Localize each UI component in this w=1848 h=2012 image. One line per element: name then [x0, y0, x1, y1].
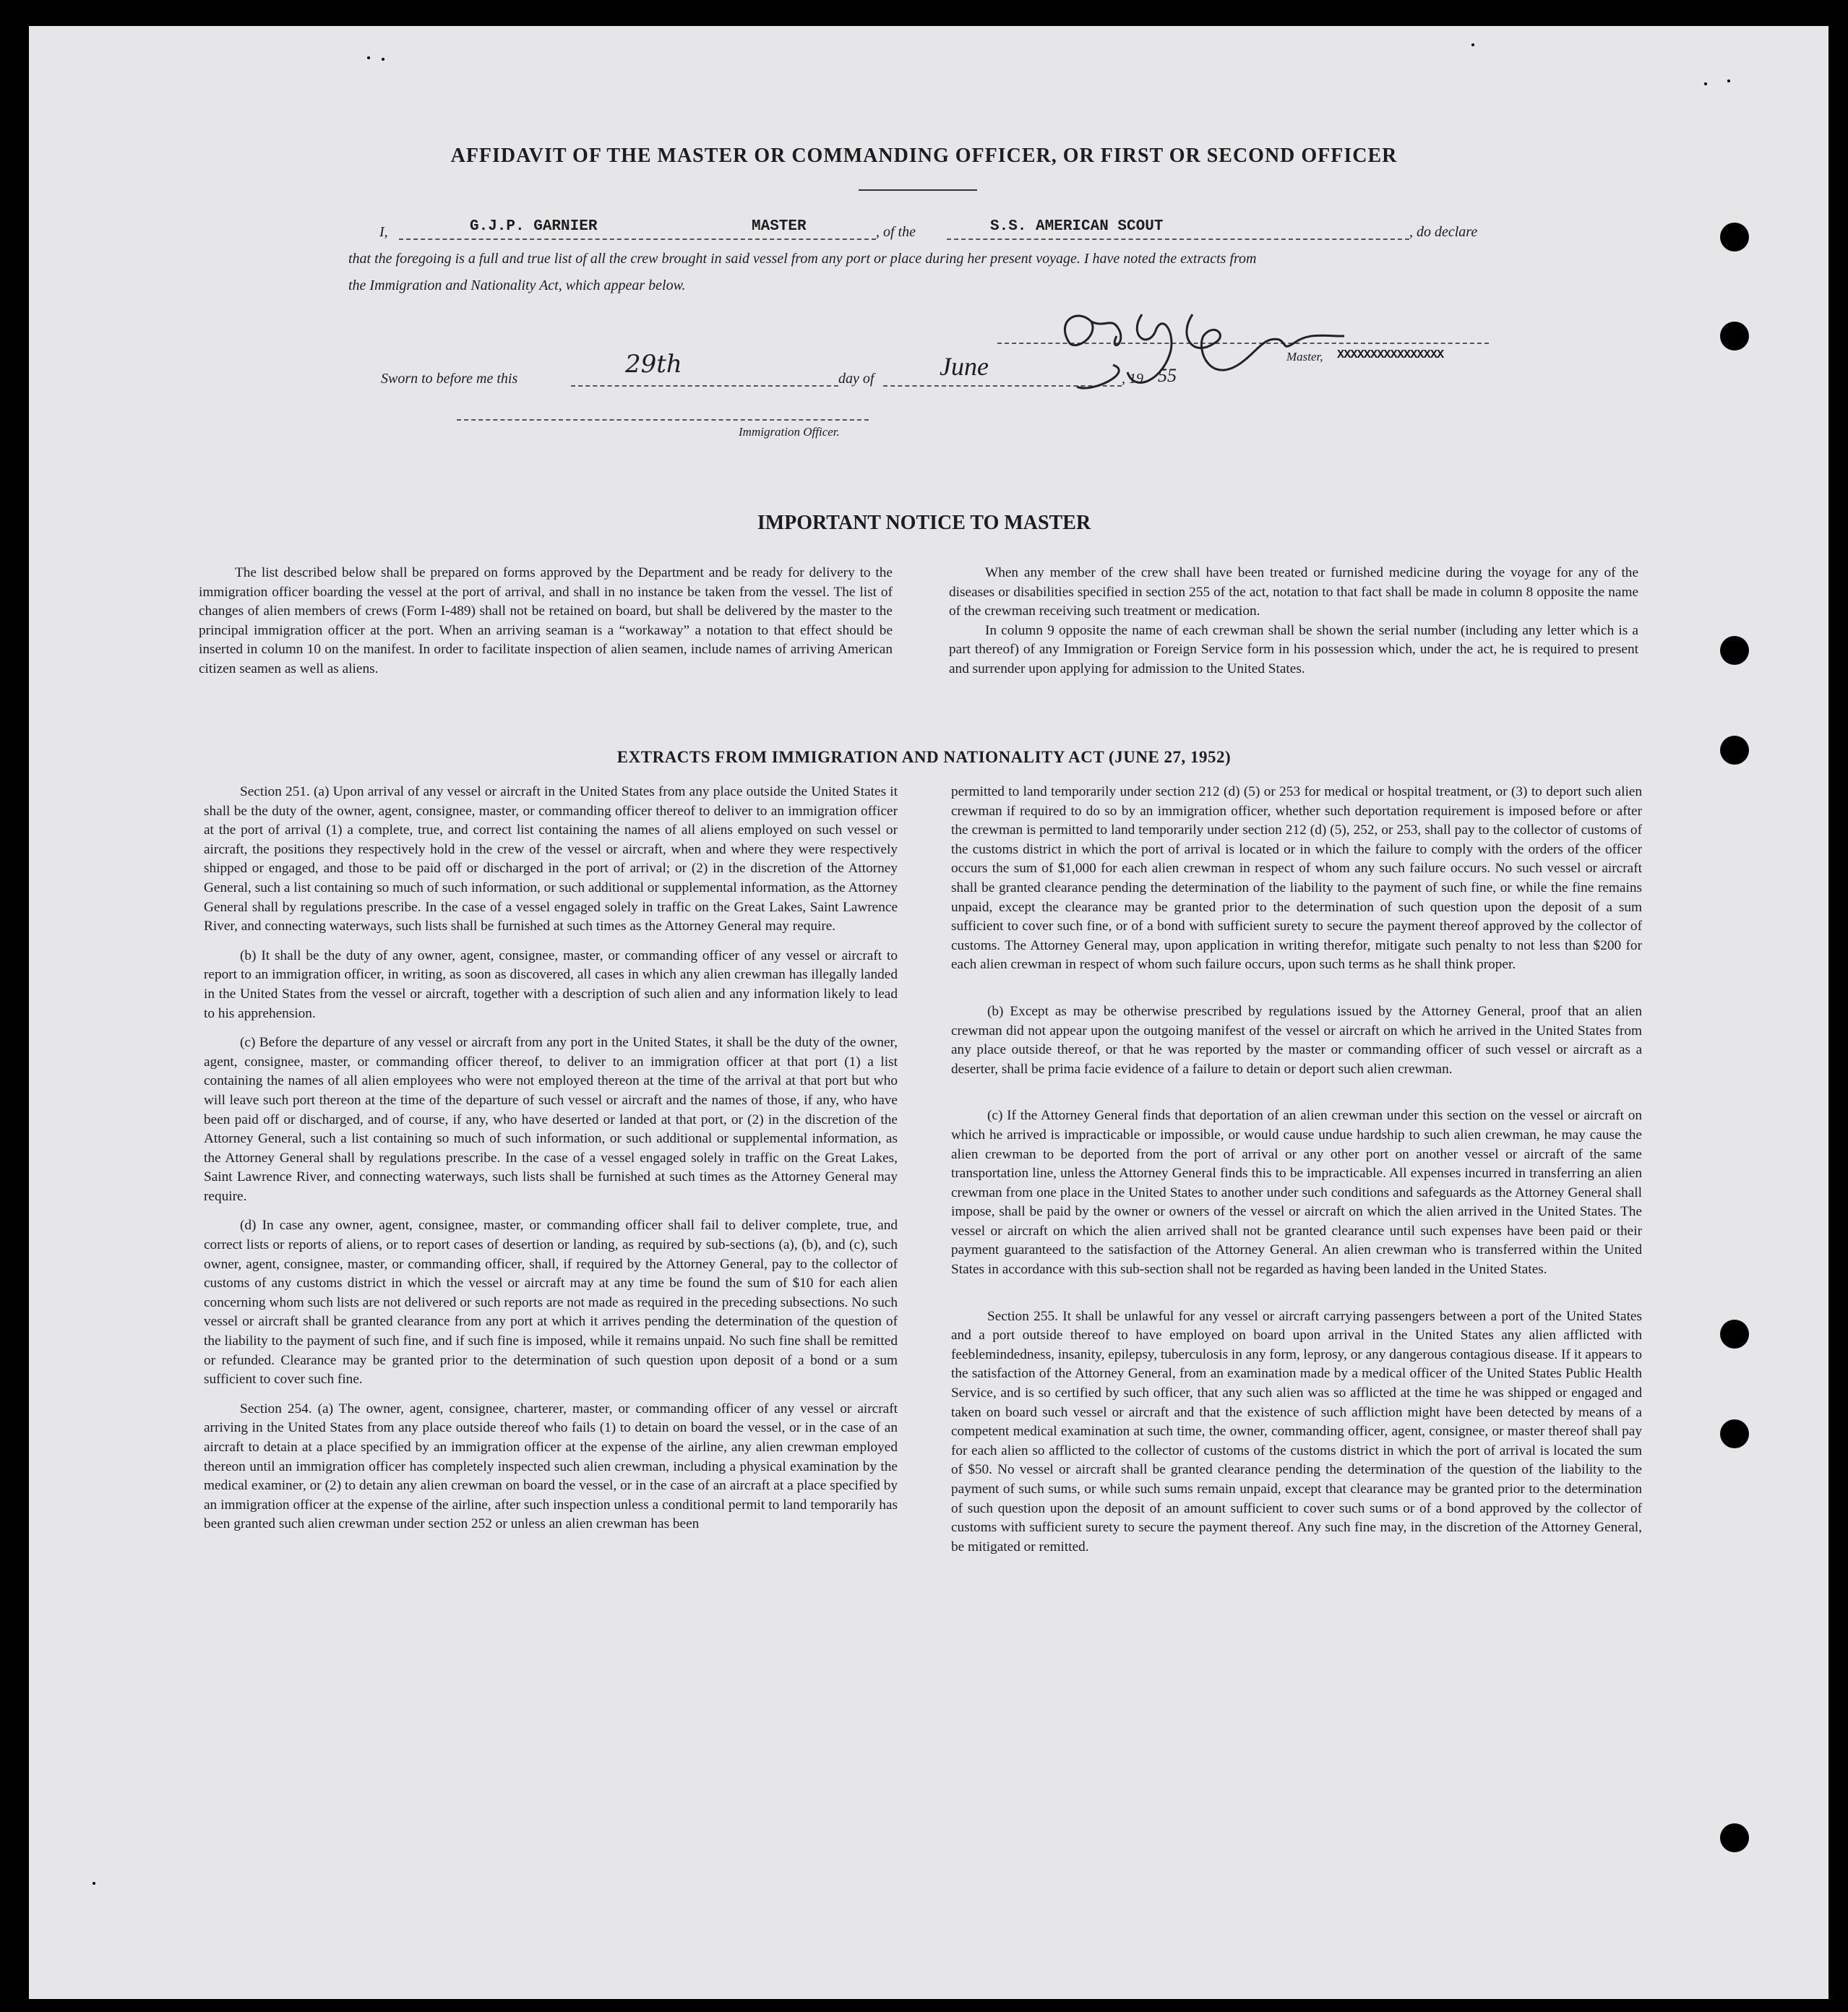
punch-hole [1720, 1419, 1749, 1448]
paper-speck [382, 58, 384, 61]
officer-label: Immigration Officer. [739, 425, 840, 439]
punch-hole [1720, 1823, 1749, 1852]
of-the-label: , of the [876, 224, 916, 240]
day-of-label: day of [838, 371, 874, 387]
vessel-name: S.S. AMERICAN SCOUT [990, 218, 1164, 235]
punch-hole [1720, 223, 1749, 252]
master-signature [1048, 293, 1395, 401]
vessel-fill-line [947, 238, 1409, 240]
sworn-year: 55 [1158, 365, 1177, 386]
section-251-d: (d) In case any owner, agent, consignee, master, or commanding officer shall fail to deliver complete, true, and correct lists or reports of aliens, or to report cases of desertion or landing, as required by sub-sections (a), (b), and (c), such owner, agent, consignee, master, or commanding officer, shall, if required by the Attorney General, pay to the collector of customs of any customs district in which the vessel or aircraft may at any time be found the sum of $10 for each alien concerning whom such lists are not delivered or such reports are not made as required in the preceding subsections. No such vessel or aircraft shall be granted clearance from any port at which it arrives pending the determination of the question of the liability to the payment of such fine, and if such fine is imposed, while it remains unpaid. No such fine shall be remitted or refunded. Clearance may be granted prior to the determination of such question upon deposit of a bond or a sum sufficient to cover such fine. [204, 1218, 898, 1388]
notice-right-paragraph-1: When any member of the crew shall have been treated or furnished medicine during the voyage for any of the diseases or disabilities specified in section 255 of the act, notation to that fact shall be made in column 8 opposite the name of the crewman receiving such treatment or medication. [949, 565, 1638, 619]
title-divider [859, 189, 977, 191]
sworn-day: 29th [625, 350, 682, 379]
master-label: Master, [1286, 350, 1323, 364]
section-254-c: (c) If the Attorney General finds that deportation of an alien crewman under this section on the vessel or aircraft on which he arrived is impracticable or impossible, or would cause undue hardship to such alien crewman, he may cause the alien crewman to be deported from the port of arrival or any other port on another vessel or aircraft of the same transportation line, unless the Attorney General finds this to be impracticable. All expenses incurred in transferring an alien crewman from one place in the United States to another under such conditions and safeguards as the Attorney General shall impose, shall be paid by the owner or owners of the vessel or aircraft on which the alien arrived in the United States. The vessel or aircraft on which the alien arrived shall not be granted clearance until such expenses have been paid or their payment guaranteed to the satisfaction of the Attorney General. An alien crewman who is transferred within the United States in accordance with this sub-section shall not be regarded as having been landed in the United States. [951, 1108, 1642, 1278]
declarant-fill-line [399, 238, 876, 240]
section-251-c: (c) Before the departure of any vessel or aircraft from any port in the United States, it shall be the duty of the owner, agent, consignee, master, or commanding officer thereof, to deliver to an immigration officer at that port (1) a list containing the names of all alien employees who were not employed thereon at the time of the arrival at that port but who will leave such port thereon at the time of the departure of such vessel or aircraft and the names of those, if any, who have been paid off or discharged, and of course, if any, who have deserted or landed at that port, or (2) in the discretion of the Attorney General, such a list containing so much of such information, or such additional or supplemental information, as the Attorney General shall by regulations prescribe. In the case of a vessel engaged solely in traffic on the Great Lakes, Saint Lawrence River, and connecting waterways, such lists shall be furnished at such times as the Attorney General may require. [204, 1035, 898, 1204]
section-254-a: Section 254. (a) The owner, agent, consignee, charterer, master, or commanding officer of any vessel or aircraft arriving in the United States from any place outside thereof who fails (1) to detain on board the vessel, or in the case of an aircraft to detain at a place specified by an immigration officer at the expense of the airline, any alien crewman employed thereon until an immigration officer has completely inspected such alien crewman, including a physical examination by the medical examiner, or (2) to detain any alien crewman on board the vessel, or in the case of an aircraft at a place specified by an immigration officer at the expense of the airline, after such inspection unless a conditional permit to land temporarily has been granted such alien crewman under section 252 or unless an alien crewman has been [204, 1401, 898, 1532]
do-declare-label: , do declare [1409, 224, 1478, 240]
paper-speck [93, 1882, 95, 1885]
day-fill-line [571, 385, 838, 387]
notice-right-column [949, 564, 1638, 689]
notice-left-paragraph: The list described below shall be prepared on forms approved by the Department and be ready for delivery to the immigration officer boarding the vessel at the port of arrival, and shall in no instance be taken from the vessel. The list of changes of alien members of crews (Form I-489) shall not be retained on board, but shall be delivered by the master to the principal immigration officer at the port. When an arriving seaman is a “workaway” a notation to that effect should be inserted in column 10 on the manifest. In order to facilitate inspection of alien seamen, include names of arriving American citizen seamen as well as aliens. [199, 565, 893, 676]
extracts-right-column [951, 783, 1642, 1567]
section-251-b: (b) It shall be the duty of any owner, agent, consignee, master, or commanding officer of any vessel or aircraft to report to an immigration officer, in writing, as soon as discovered, all cases in which any alien crewman has illegally landed in the United States from the vessel or aircraft, together with a description of such alien and any information likely to lead to his apprehension. [204, 947, 898, 1021]
punch-hole [1720, 1320, 1749, 1349]
extracts-title: EXTRACTS FROM IMMIGRATION AND NATIONALITY ACT (JUNE 27, 1952) [616, 748, 1232, 766]
extracts-left-column [204, 783, 898, 1544]
declaration-prefix: I, [379, 224, 388, 240]
year-prefix: , 19 [1122, 371, 1143, 387]
paper-speck [1471, 43, 1474, 46]
notice-left-column [199, 564, 893, 689]
master-struck-title: XXXXXXXXXXXXXXXX [1337, 348, 1444, 362]
sworn-label: Sworn to before me this [381, 371, 518, 387]
paper-speck [367, 56, 370, 59]
punch-hole [1720, 636, 1749, 665]
section-251-a: Section 251. (a) Upon arrival of any vessel or aircraft in the United States from any place outside the United States it shall be the duty of the owner, agent, consignee, master, or commanding officer thereof to deliver to an immigration officer at the port of arrival (1) a complete, true, and correct list containing the names of all aliens employed on such vessel or aircraft, the positions they respectively hold in the crew of the vessel or aircraft, when and where they were respectively shipped or engaged, and those to be paid off or discharged in the port of arrival; or (2) in the discretion of the Attorney General, such a list containing so much of such information, or such additional or supplemental information, as the Attorney General shall by regulations prescribe. In the case of a vessel engaged solely in traffic on the Great Lakes, Saint Lawrence River, and connecting waterways, such lists shall be furnished at such times as the Attorney General may require. [204, 784, 898, 934]
sworn-month: June [940, 352, 989, 381]
declarant-name: G.J.P. GARNIER [470, 218, 598, 235]
punch-hole [1720, 322, 1749, 351]
declarant-rank: MASTER [752, 218, 807, 235]
notice-title: IMPORTANT NOTICE TO MASTER [757, 512, 1091, 534]
paper-speck [1727, 79, 1730, 82]
section-255: Section 255. It shall be unlawful for any vessel or aircraft carrying passengers between a port of the United States and a port outside thereof to have employed on board upon arrival in the United States any alien afflicted with feeblemindedness, insanity, epilepsy, tuberculosis in any form, leprosy, or any dangerous contagious disease. If it appears to the satisfaction of the Attorney General, from an examination made by a medical officer of the United States Public Health Service, and is so certified by such officer, that any such alien was so afflicted at the time he was shipped or engaged and taken on board such vessel or aircraft and that the existence of such affliction might have been detected by means of a competent medical examination at such time, the owner, commanding officer, agent, consignee, or master thereof shall pay for each alien so afflicted to the collector of customs of the customs district in which the port of arrival is located the sum of $50. No vessel or aircraft shall be granted clearance pending the determination of the question of the liability to the payment of such sums, or while such sums remain unpaid, except that clearance may be granted prior to the determination of such question upon the deposit of an amount sufficient to cover such sums or of a bond approved by the collector of customs with sufficient surety to secure the payment thereof. Any such fine may, in the discretion of the Attorney General, be mitigated or remitted. [951, 1308, 1642, 1555]
notice-right-paragraph-2: In column 9 opposite the name of each crewman shall be shown the serial number (including any letter which is a part thereof) of any Immigration or Foreign Service form in his possession which, under the act, he is required to present and surrender upon applying for admission to the United States. [949, 622, 1638, 676]
declaration-line-2: that the foregoing is a full and true list of all the crew brought in said vessel from any port or place during her present voyage. I have noted the extracts from [348, 251, 1257, 267]
affidavit-title: AFFIDAVIT OF THE MASTER OR COMMANDING OFFICER, OR FIRST OR SECOND OFFICER [450, 145, 1398, 167]
section-254-b: (b) Except as may be otherwise prescribed by regulations issued by the Attorney General, proof that an alien crewman did not appear upon the outgoing manifest of the vessel or aircraft on which he arrived in the United States from any place outside thereof, or that he was reported by the master or commanding officer of such vessel or aircraft as a deserter, shall be prima facie evidence of a failure to detain or deport such alien crewman. [951, 1003, 1642, 1077]
declaration-line-3: the Immigration and Nationality Act, which appear below. [348, 278, 686, 293]
officer-signature-line [457, 419, 869, 421]
section-254-a-continued: permitted to land temporarily under section 212 (d) (5) or 253 for medical or hospital treatment, or (3) to deport such alien crewman if required to do so by an immigration officer, whether such deportation requirement is imposed before or after the crewman is permitted to land temporarily under section 212 (d) (5), 252, or 253, shall pay to the collector of customs of the customs district in which the port of arrival is located or in which the failure to comply with the orders of the officer occurs the sum of $1,000 for each alien crewman in respect of whom any such failure occurs. No such vessel or aircraft shall be granted clearance pending the determination of the liability to the payment of such fine, or while the fine remains unpaid, except the clearance may be granted prior to the determination of such question upon the deposit of a sum sufficient to cover such fine, or of a bond with sufficient surety to secure the payment thereof approved by the collector of customs. The Attorney General may, upon application in writing therefor, mitigate such penalty to not less than $200 for each alien crewman in respect of whom such failure occurs, upon such terms as he shall think proper. [951, 784, 1642, 973]
paper-speck [1704, 82, 1707, 85]
